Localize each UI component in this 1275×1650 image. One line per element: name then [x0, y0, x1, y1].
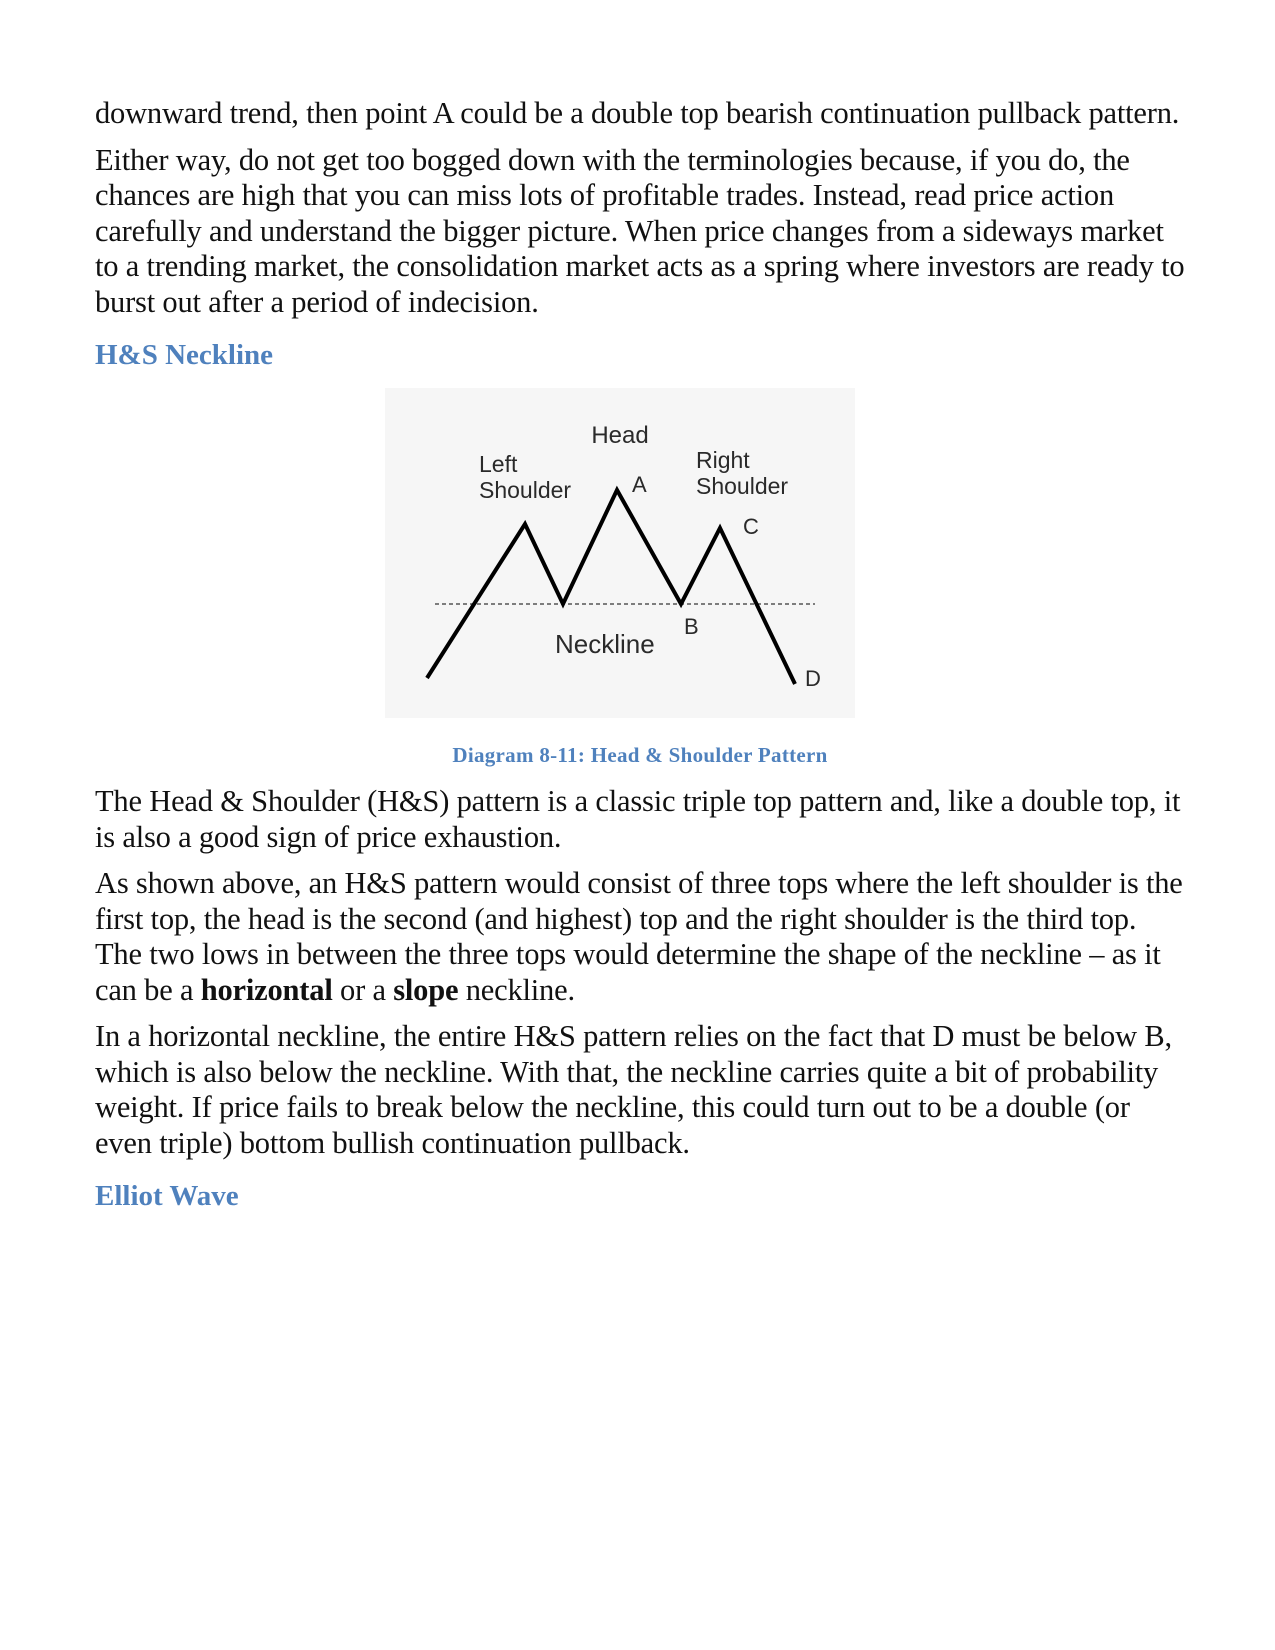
paragraph-hs-structure-part3: neckline. [458, 972, 575, 1007]
paragraph-horizontal-neckline: In a horizontal neckline, the entire H&S pattern relies on the fact that D must be below B, which is also below the neckline. With that, the neckline carries quite a bit of probability weight. If price fails to break below the neckline, this could turn out to be a double (or even triple) bottom bullish continuation pullback. [95, 1019, 1172, 1160]
head-shoulder-diagram [385, 388, 855, 718]
document-page [95, 96, 1185, 1229]
label-head: Head [591, 422, 649, 449]
label-left-line1: Left [479, 451, 518, 477]
label-point-a: A [632, 472, 647, 497]
label-neckline: Neckline [555, 629, 655, 659]
paragraph-continuation: downward trend, then point A could be a double top bearish continuation pullback pattern. [95, 96, 1180, 130]
label-point-d: D [805, 666, 821, 691]
heading-hs-neckline: H&S Neckline [95, 339, 274, 371]
bold-slope: slope [393, 972, 459, 1007]
label-left-line2: Shoulder [479, 477, 572, 503]
label-right-line1: Right [696, 447, 750, 473]
paragraph-terminology: Either way, do not get too bogged down with the terminologies because, if you do, the chances are high that you can miss lots of profitable trades. Instead, read price action carefully and understand the bigger picture. When price changes from a sideways market to a trending market, the consolidation market acts as a spring where investors are ready to burst out after a period of indecision. [95, 142, 1185, 319]
bold-horizontal: horizontal [200, 972, 333, 1007]
label-point-c: C [743, 514, 759, 539]
paragraph-hs-structure-part1: As shown above, an H&S pattern would consist of three tops where the left shoulder is the first top, the head is the second (and highest) top and the right shoulder is the third top. The two lows in between the three tops would determine the shape of the neckline – as it can be a [95, 866, 1183, 1007]
paragraph-hs-structure [95, 866, 1185, 1008]
head-shoulder-figure [95, 388, 1185, 728]
paragraph-hs-intro: The Head & Shoulder (H&S) pattern is a classic triple top pattern and, like a double top, it is also a good sign of price exhaustion. [95, 784, 1181, 854]
label-right-line2: Shoulder [696, 473, 789, 499]
figure-caption: Diagram 8-11: Head & Shoulder Pattern [452, 743, 828, 767]
paragraph-hs-structure-part2: or a [332, 972, 394, 1007]
label-point-b: B [684, 614, 699, 639]
heading-elliot-wave: Elliot Wave [95, 1180, 239, 1212]
